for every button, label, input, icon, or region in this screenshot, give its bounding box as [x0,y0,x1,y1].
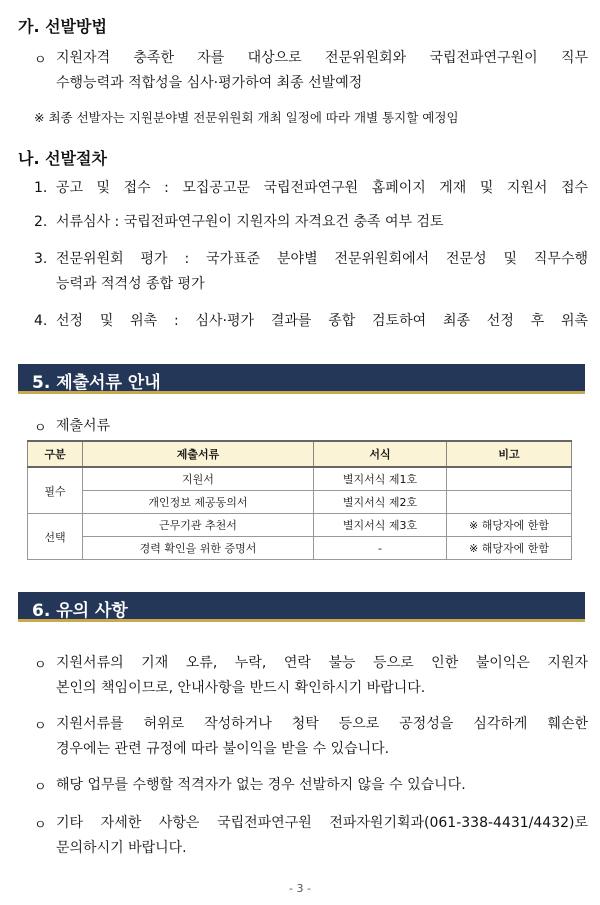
table-cell [447,467,572,491]
text-line: 제출서류 [56,418,111,434]
step-number: 4. [34,313,48,329]
bullet-icon: ㅇ [34,658,47,673]
table-cell: 지원서 [83,467,314,491]
table-cell: 별지서식 제3호 [314,514,447,537]
table-header: 구분 [28,441,83,467]
table-cell: 선택 [28,514,83,560]
text-line: 지원서류를 허위로 작성하거나 청탁 등으로 공정성을 심각하게 훼손한 [56,716,588,732]
text-line: 문의하시기 바랍니다. [56,840,187,856]
bullet-icon: ㅇ [34,780,47,795]
table-cell: 별지서식 제2호 [314,491,447,514]
table-row [28,514,572,537]
table-header: 제출서류 [83,441,314,467]
text-line: 공고 및 접수 : 모집공고문 국립전파연구원 홈페이지 게재 및 지원서 접수 [56,180,588,196]
text-line: 선정 및 위촉 : 심사·평가 결과를 종합 검토하여 최종 선정 후 위촉 [56,313,588,329]
section-title-bar [18,364,585,394]
table-row [28,537,572,560]
table-cell: 경력 확인을 위한 증명서 [83,537,314,560]
table-row [28,467,572,491]
selection-note: ※ 최종 선발자는 지원분야별 전문위원회 개최 일정에 따라 개별 통지할 예정임 [34,110,459,125]
step-number: 1. [34,180,48,196]
section-title-bar [18,592,585,622]
heading-selection-procedure: 나. 선발절차 [18,149,107,168]
table-cell: 근무기관 추천서 [83,514,314,537]
text-line: 전문위원회 평가 : 국가표준 분야별 전문위원회에서 전문성 및 직무수행 [56,251,588,267]
text-line: 지원서류의 기재 오류, 누락, 연락 불능 등으로 인한 불이익은 지원자 [56,655,588,671]
table-cell: ※ 해당자에 한함 [447,537,572,560]
text-line: 수행능력과 적합성을 심사·평가하여 최종 선발예정 [56,75,363,91]
table-cell: 별지서식 제1호 [314,467,447,491]
table-cell [447,491,572,514]
step-number: 3. [34,251,48,267]
table-header: 비고 [447,441,572,467]
section-title: 5. 제출서류 안내 [32,373,161,393]
page-number: - 3 - [289,882,311,895]
text-line: 경우에는 관련 규정에 따라 불이익을 받을 수 있습니다. [56,741,390,757]
documents-table [27,440,572,560]
text-line: 서류심사 : 국립전파연구원이 지원자의 자격요건 충족 여부 검토 [56,214,444,230]
bullet-icon: ㅇ [34,53,47,68]
text-line: 기타 자세한 사항은 국립전파연구원 전파자원기획과(061-338-4431/4432)로 [56,815,588,831]
table-cell: ※ 해당자에 한함 [447,514,572,537]
table-cell: 필수 [28,467,83,514]
text-line: 능력과 적격성 종합 평가 [56,276,205,292]
table-cell: - [314,537,447,560]
bullet-icon: ㅇ [34,818,47,833]
section-title: 6. 유의 사항 [32,601,128,621]
step-number: 2. [34,214,48,230]
heading-selection-method: 가. 선발방법 [18,17,107,36]
table-row [28,491,572,514]
bullet-icon: ㅇ [34,719,47,734]
bullet-icon: ㅇ [34,421,47,436]
table-header-row [28,441,572,467]
text-line: 지원자격 충족한 자를 대상으로 전문위원회와 국립전파연구원이 직무 [56,50,588,66]
text-line: 본인의 책임이므로, 안내사항을 반드시 확인하시기 바랍니다. [56,680,426,696]
table-cell: 개인정보 제공동의서 [83,491,314,514]
text-line: 해당 업무를 수행할 적격자가 없는 경우 선발하지 않을 수 있습니다. [56,777,466,793]
table-header: 서식 [314,441,447,467]
